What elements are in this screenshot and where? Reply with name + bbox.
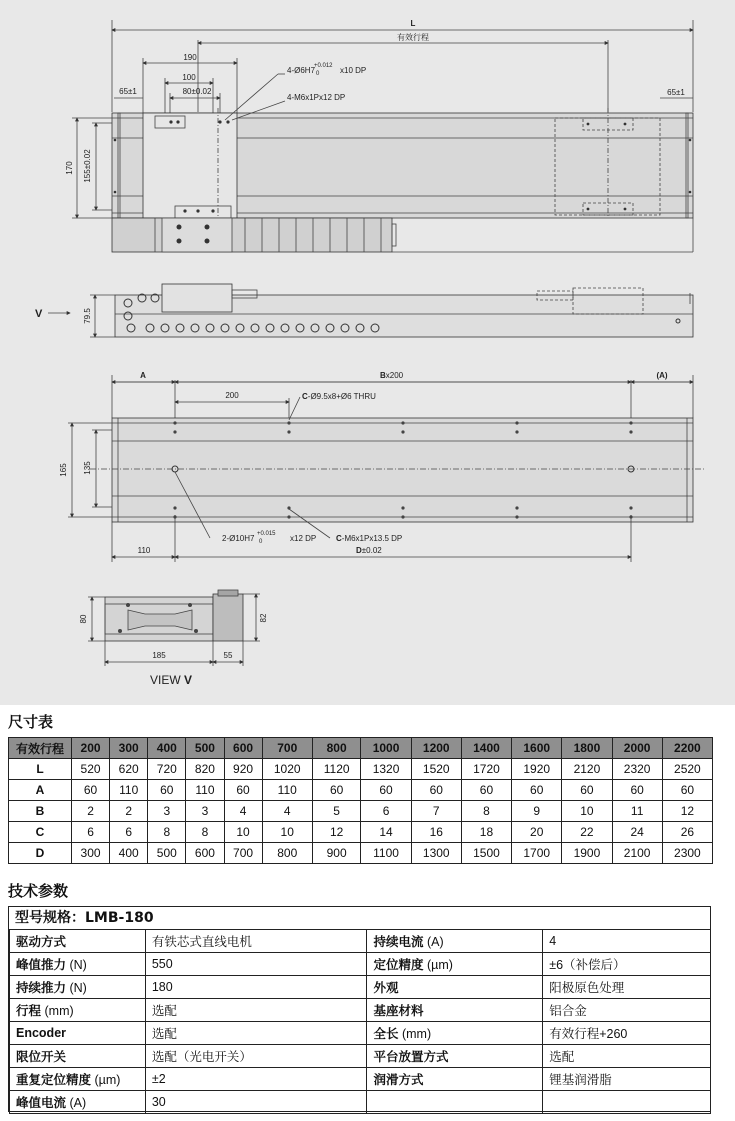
- dimension-cell: 1520: [411, 759, 461, 780]
- dimension-cell: 2: [72, 801, 110, 822]
- spec-row: [10, 976, 711, 999]
- hole-tol-1-upper: +0.012: [314, 63, 333, 69]
- dimension-cell: 2300: [662, 843, 712, 864]
- dimension-row-l: [9, 759, 713, 780]
- spec-key: [10, 1045, 146, 1068]
- dim-79-5: 79.5: [83, 308, 92, 324]
- dim-155: 155±0.02: [83, 149, 92, 183]
- hole-callout-1: 4-Ø6H7: [287, 66, 316, 75]
- spec-row: [10, 1045, 711, 1068]
- dimension-cell: 6: [110, 822, 148, 843]
- stroke-header-cell: 600: [224, 738, 262, 759]
- dimension-cell: 60: [562, 780, 612, 801]
- spec-key: [367, 1068, 543, 1091]
- spec-value: 550: [145, 953, 367, 976]
- spec-key: [10, 976, 146, 999]
- dim-135: 135: [83, 461, 92, 475]
- dimension-cell: 2: [110, 801, 148, 822]
- dimension-cell: 26: [662, 822, 712, 843]
- dimension-cell: 60: [662, 780, 712, 801]
- dimension-cell: 60: [312, 780, 361, 801]
- spec-key-label: 全长: [373, 1027, 399, 1041]
- dimension-cell: 300: [72, 843, 110, 864]
- tech-params-title: 技术参数: [8, 882, 69, 900]
- dimension-cell: 920: [224, 759, 262, 780]
- spec-key: [10, 953, 146, 976]
- spec-row: [10, 953, 711, 976]
- stroke-header-cell: 800: [312, 738, 361, 759]
- dim-200: 200: [225, 391, 239, 400]
- spec-key: [10, 930, 146, 953]
- dim-65-right: 65±1: [667, 88, 685, 97]
- dimension-cell: 800: [262, 843, 312, 864]
- dim-165: 165: [59, 463, 68, 477]
- dimension-cell: 7: [411, 801, 461, 822]
- spec-key: [367, 976, 543, 999]
- spec-key: [367, 1091, 543, 1114]
- dimension-cell: 10: [262, 822, 312, 843]
- dimension-cell: 8: [461, 801, 511, 822]
- tech-params-table: [9, 929, 711, 1114]
- spec-key-label: 基座材料: [373, 1004, 424, 1018]
- view-v-label: VIEW V: [150, 673, 193, 687]
- dimension-cell: 500: [148, 843, 186, 864]
- stroke-header-cell: 300: [110, 738, 148, 759]
- callout-2hole: 2-Ø10H7: [222, 534, 255, 543]
- dimension-table-header: [9, 738, 713, 759]
- dimension-row-label: L: [9, 759, 72, 780]
- dimension-cell: 2100: [612, 843, 662, 864]
- dimension-cell: 18: [461, 822, 511, 843]
- spec-value: 阳极原色处理: [543, 976, 711, 999]
- spec-key-label: 持续推力: [16, 981, 67, 995]
- dimension-cell: 22: [562, 822, 612, 843]
- dimension-cell: 1120: [312, 759, 361, 780]
- spec-key-unit: (N): [66, 958, 87, 972]
- dimension-cell: 110: [186, 780, 224, 801]
- dimension-cell: 1900: [562, 843, 612, 864]
- dimension-cell: 14: [361, 822, 411, 843]
- spec-value: 180: [145, 976, 367, 999]
- spec-key: [10, 1022, 146, 1045]
- hole-tol-1-lower: 0: [316, 71, 320, 77]
- dimension-cell: 60: [148, 780, 186, 801]
- dimension-cell: 1100: [361, 843, 411, 864]
- model-label: 型号规格：LMB-180: [15, 910, 154, 926]
- dimension-cell: 700: [224, 843, 262, 864]
- end-dim-185: 185: [152, 651, 166, 660]
- stroke-header-cell: 1800: [562, 738, 612, 759]
- stroke-header-cell: 1200: [411, 738, 461, 759]
- dimension-cell: 60: [411, 780, 461, 801]
- dimension-cell: 400: [110, 843, 148, 864]
- side-view: [48, 284, 693, 337]
- spec-row: [10, 1068, 711, 1091]
- spec-key-label: 定位精度: [373, 958, 424, 972]
- dimension-row-label: B: [9, 801, 72, 822]
- spec-key-label: Encoder: [16, 1026, 67, 1040]
- dimension-row-d: [9, 843, 713, 864]
- dimension-row-b: [9, 801, 713, 822]
- spec-row: [10, 1091, 711, 1114]
- dimension-cell: 720: [148, 759, 186, 780]
- spec-row: [10, 999, 711, 1022]
- dimension-cell: 2120: [562, 759, 612, 780]
- dimension-cell: 620: [110, 759, 148, 780]
- spec-key-label: 润滑方式: [373, 1073, 424, 1087]
- spec-value: 选配: [145, 999, 367, 1022]
- dimension-cell: 110: [110, 780, 148, 801]
- spec-key-unit: (A): [66, 1096, 87, 1110]
- spec-row: [10, 1022, 711, 1045]
- spec-key-label: 限位开关: [16, 1050, 67, 1064]
- spec-key-label: 行程: [16, 1004, 42, 1018]
- stroke-header-cell: 1400: [461, 738, 511, 759]
- dimension-cell: 60: [461, 780, 511, 801]
- callout-C-m6: C-M6x1Px13.5 DP: [336, 534, 403, 543]
- dimension-cell: 1320: [361, 759, 411, 780]
- dimension-cell: 3: [186, 801, 224, 822]
- spec-value: ±6（补偿后）: [543, 953, 711, 976]
- dimension-cell: 2520: [662, 759, 712, 780]
- callout-C-thru: C-Ø9.5x8+Ø6 THRU: [302, 392, 376, 401]
- end-dim-55: 55: [223, 651, 233, 660]
- dimension-cell: 3: [148, 801, 186, 822]
- dimension-row-c: [9, 822, 713, 843]
- dimension-table-title: 尺寸表: [8, 713, 54, 731]
- dim-80: 80±0.02: [182, 87, 212, 96]
- end-view: [88, 590, 260, 666]
- dimension-cell: 2320: [612, 759, 662, 780]
- spec-value: 选配: [145, 1022, 367, 1045]
- spec-key-unit: (µm): [423, 958, 453, 972]
- spec-row: [10, 930, 711, 953]
- dimension-cell: 24: [612, 822, 662, 843]
- dimension-cell: 4: [262, 801, 312, 822]
- spec-key-unit: (A): [423, 935, 444, 949]
- spec-key-unit: (mm): [398, 1027, 432, 1041]
- dim-100: 100: [182, 73, 196, 82]
- dimension-cell: 1920: [512, 759, 562, 780]
- hole-tol-2-lower: 0: [259, 539, 263, 545]
- spec-key-label: 峰值电流: [16, 1096, 67, 1110]
- dimension-cell: 1500: [461, 843, 511, 864]
- spec-key-label: 重复定位精度: [16, 1073, 92, 1087]
- end-dim-80: 80: [79, 614, 88, 624]
- spec-key-unit: (N): [66, 981, 87, 995]
- spec-key: [367, 999, 543, 1022]
- stroke-header-cell: 2200: [662, 738, 712, 759]
- stroke-header-cell: 400: [148, 738, 186, 759]
- spec-key: [10, 999, 146, 1022]
- hole-depth-2: x12 DP: [290, 534, 317, 543]
- dim-B: Bx200: [380, 371, 404, 380]
- spec-key-label: 平台放置方式: [373, 1050, 449, 1064]
- dim-effective-stroke: 有效行程: [397, 33, 429, 42]
- stroke-header-cell: 500: [186, 738, 224, 759]
- dimension-cell: 8: [186, 822, 224, 843]
- dim-190: 190: [183, 53, 197, 62]
- dimension-cell: 1020: [262, 759, 312, 780]
- stroke-header-cell: 2000: [612, 738, 662, 759]
- tech-params-box: [8, 906, 711, 1112]
- spec-value: 锂基润滑脂: [543, 1068, 711, 1091]
- spec-key-label: 外观: [373, 981, 399, 995]
- spec-value: 铝合金: [543, 999, 711, 1022]
- stroke-header-cell: 1000: [361, 738, 411, 759]
- dimension-cell: 10: [562, 801, 612, 822]
- spec-key: [367, 1022, 543, 1045]
- spec-value: 选配（光电开关）: [145, 1045, 367, 1068]
- dimension-table-corner: 有效行程: [9, 738, 72, 759]
- spec-key: [367, 953, 543, 976]
- dimension-row-a: [9, 780, 713, 801]
- dim-L: L: [410, 19, 416, 28]
- spec-key: [10, 1068, 146, 1091]
- dimension-cell: 6: [72, 822, 110, 843]
- dimension-cell: 60: [612, 780, 662, 801]
- spec-key-unit: (mm): [41, 1004, 74, 1018]
- hole-depth-1: x10 DP: [340, 66, 367, 75]
- dim-D: D±0.02: [356, 546, 382, 555]
- dimension-cell: 900: [312, 843, 361, 864]
- end-dim-82: 82: [259, 613, 268, 623]
- dimension-cell: 820: [186, 759, 224, 780]
- dimension-cell: 8: [148, 822, 186, 843]
- dimension-cell: 12: [312, 822, 361, 843]
- spec-value: 30: [145, 1091, 367, 1114]
- spec-key-unit: (µm): [91, 1073, 121, 1087]
- view-arrow-label: V: [35, 308, 43, 320]
- spec-key-label: 驱动方式: [16, 935, 67, 949]
- dimension-cell: 11: [612, 801, 662, 822]
- stroke-header-cell: 700: [262, 738, 312, 759]
- dimension-cell: 6: [361, 801, 411, 822]
- spec-key: [367, 930, 543, 953]
- dimension-cell: 1300: [411, 843, 461, 864]
- top-view: [72, 20, 693, 252]
- spec-value: 有效行程+260: [543, 1022, 711, 1045]
- dimension-cell: 5: [312, 801, 361, 822]
- dim-65-left: 65±1: [119, 87, 137, 96]
- dimension-cell: 10: [224, 822, 262, 843]
- dim-A: A: [140, 371, 146, 380]
- dimension-cell: 4: [224, 801, 262, 822]
- dimension-cell: 600: [186, 843, 224, 864]
- spec-key: [367, 1045, 543, 1068]
- spec-value: 4: [543, 930, 711, 953]
- spec-value: 有铁芯式直线电机: [145, 930, 367, 953]
- dimension-cell: 20: [512, 822, 562, 843]
- spec-value: [543, 1091, 711, 1114]
- dim-110: 110: [137, 546, 151, 555]
- dimension-cell: 9: [512, 801, 562, 822]
- dimension-cell: 520: [72, 759, 110, 780]
- dim-170: 170: [65, 161, 74, 175]
- spec-value: ±2: [145, 1068, 367, 1091]
- spec-key: [10, 1091, 146, 1114]
- dimension-cell: 60: [224, 780, 262, 801]
- dimension-cell: 16: [411, 822, 461, 843]
- dim-A-paren: (A): [656, 371, 668, 380]
- dimension-cell: 60: [512, 780, 562, 801]
- dimension-row-label: D: [9, 843, 72, 864]
- dimension-cell: 60: [361, 780, 411, 801]
- spec-value: 选配: [543, 1045, 711, 1068]
- dimension-row-label: A: [9, 780, 72, 801]
- stroke-header-cell: 1600: [512, 738, 562, 759]
- dimension-cell: 60: [72, 780, 110, 801]
- hole-callout-2: 4-M6x1Px12 DP: [287, 93, 346, 102]
- dimension-cell: 110: [262, 780, 312, 801]
- dimension-table: [8, 737, 713, 864]
- dimension-cell: 1700: [512, 843, 562, 864]
- spec-key-label: 峰值推力: [16, 958, 67, 972]
- stroke-header-cell: 200: [72, 738, 110, 759]
- spec-key-label: 持续电流: [373, 935, 424, 949]
- hole-tol-2-upper: +0.015: [257, 531, 276, 537]
- dimension-cell: 1720: [461, 759, 511, 780]
- dimension-row-label: C: [9, 822, 72, 843]
- dimension-cell: 12: [662, 801, 712, 822]
